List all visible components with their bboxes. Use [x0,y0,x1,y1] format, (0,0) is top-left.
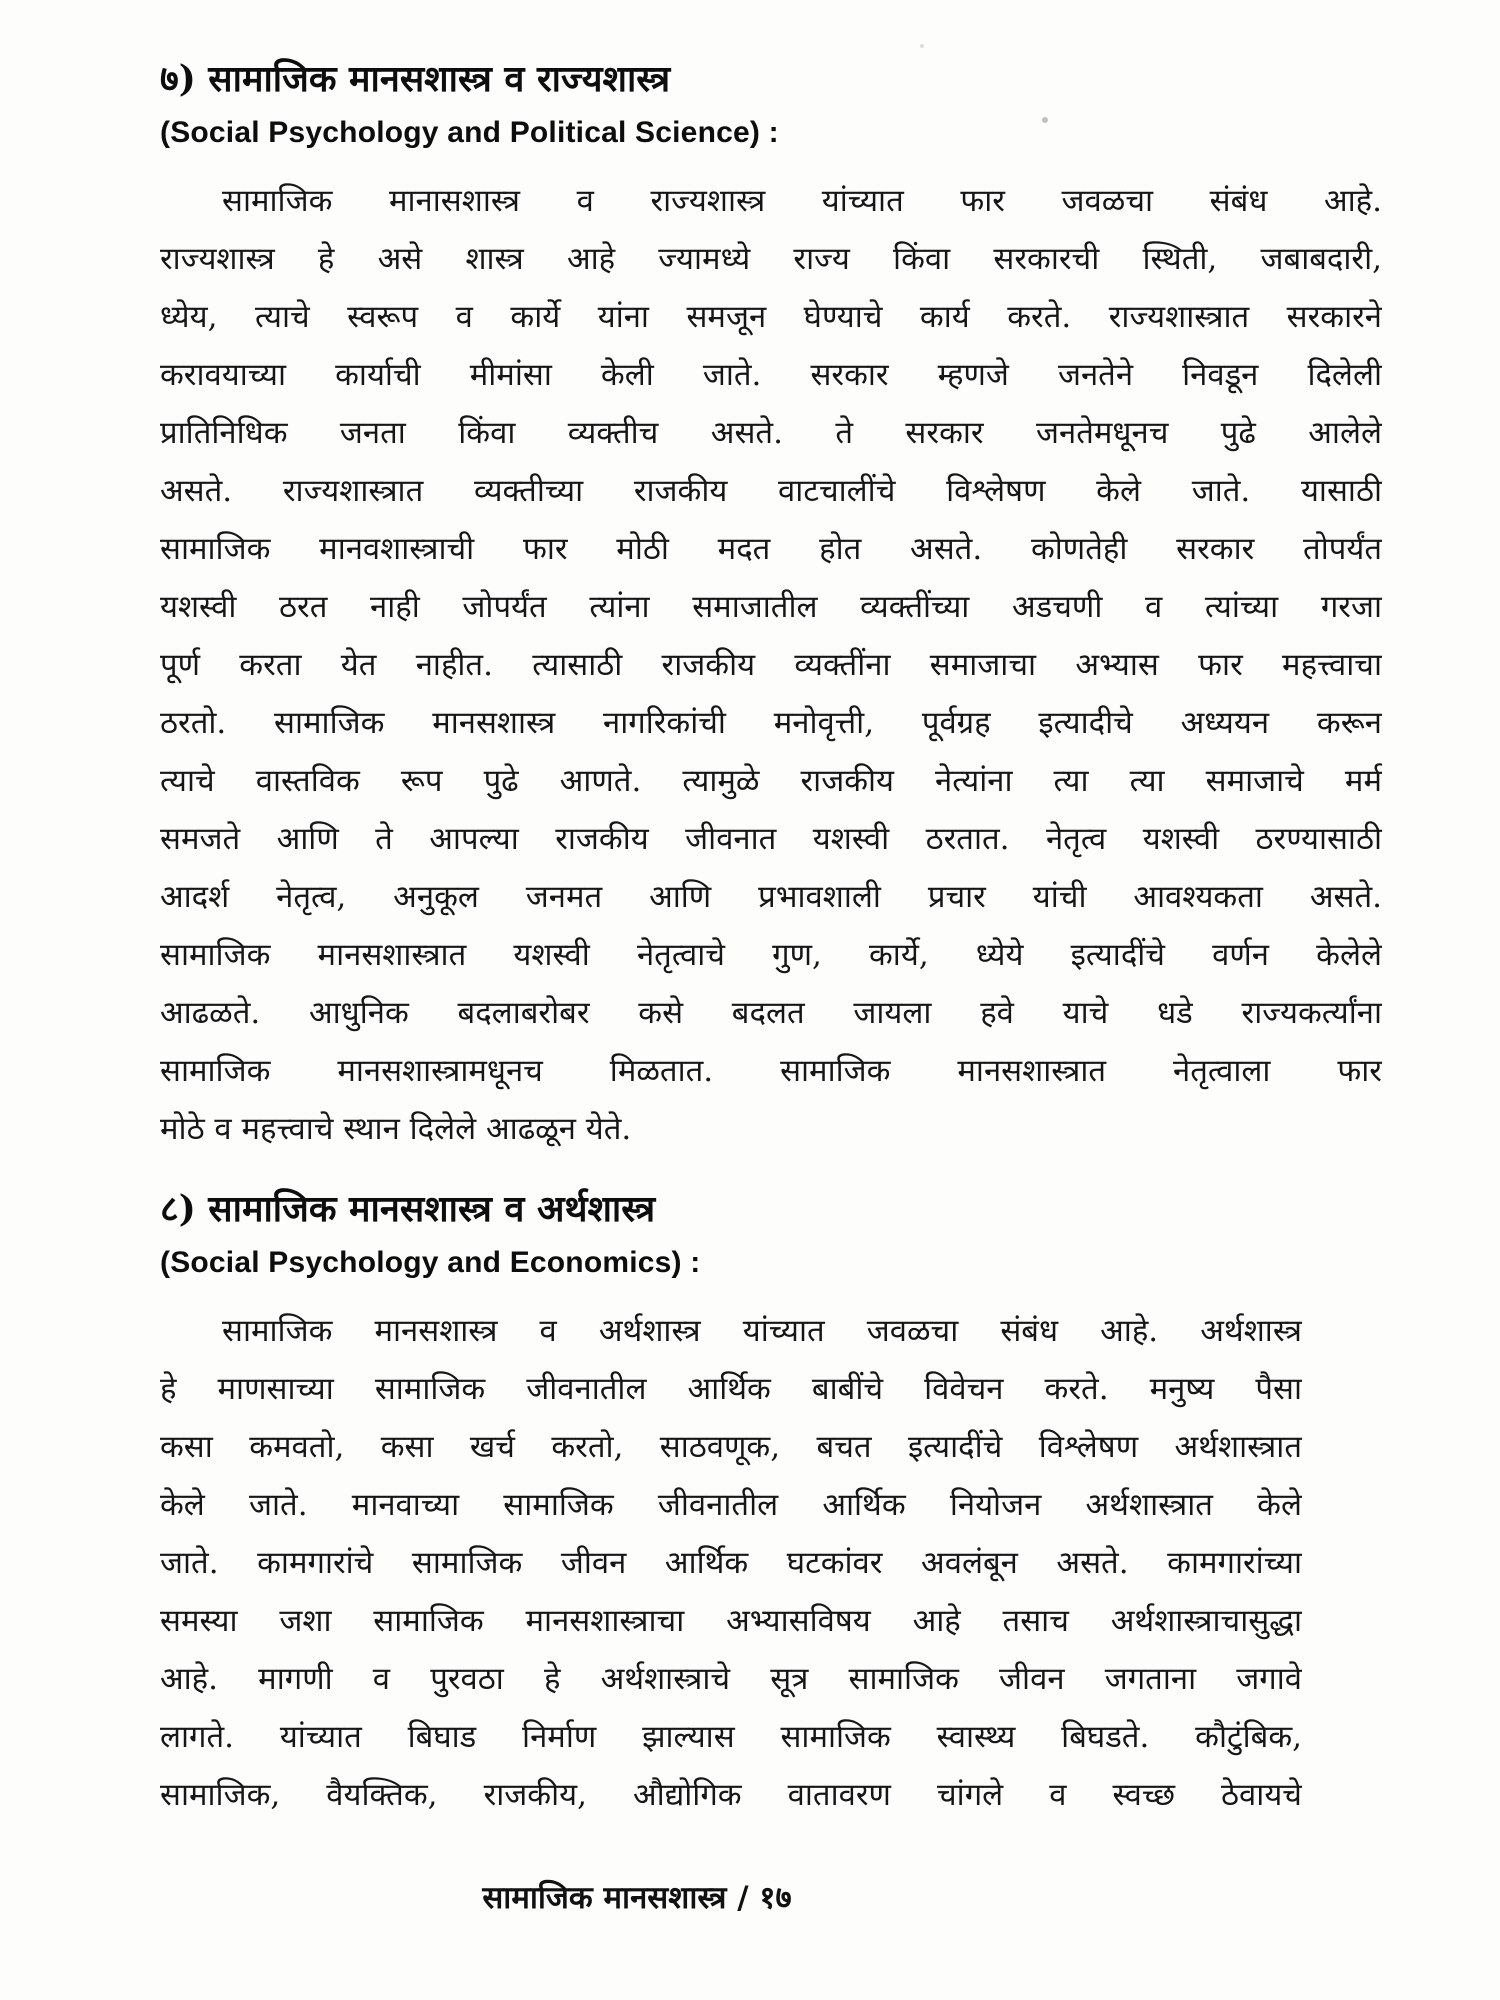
text-line: प्रातिनिधिक जनता किंवा व्यक्तीच असते. ते सरकार जनतेमधूनच पुढे आलेले [160,415,1382,451]
section-heading-english: (Social Psychology and Political Science) : [160,116,779,149]
text-line: हे माणसाच्या सामाजिक जीवनातील आर्थिक बाबींचे विवेचन करते. मनुष्य पैसा [160,1371,1302,1407]
text-line: ठरतो. सामाजिक मानसशास्त्र नागरिकांची मनोवृत्ती, पूर्वग्रह इत्यादीचे अध्ययन करून [160,705,1382,741]
text-line: सामाजिक मानसशास्त्र व अर्थशास्त्र यांच्यात जवळचा संबंध आहे. अर्थशास्त्र [222,1313,1302,1349]
section-economics [160,1184,1382,1824]
text-line: सामाजिक, वैयक्तिक, राजकीय, औद्योगिक वातावरण चांगले व स्वच्छ ठेवायचे [160,1777,1302,1813]
text-line: असते. राज्यशास्त्रात व्यक्तीच्या राजकीय वाटचालींचे विश्लेषण केले जाते. यासाठी [160,473,1382,509]
paragraph-economics [160,1302,1302,1824]
section-political-science [160,54,1382,1158]
text-line: सामाजिक मानसशास्त्रामधूनच मिळतात. सामाजिक मानसशास्त्रात नेतृत्वाला फार [160,1053,1382,1089]
text-line: कसा कमवतो, कसा खर्च करतो, साठवणूक, बचत इत्यादींचे विश्लेषण अर्थशास्त्रात [160,1429,1302,1465]
text-line: ध्येय, त्याचे स्वरूप व कार्ये यांना समजून घेण्याचे कार्य करते. राज्यशास्त्रात सरकारने [160,299,1382,335]
text-line: समजते आणि ते आपल्या राजकीय जीवनात यशस्वी ठरतात. नेतृत्व यशस्वी ठरण्यासाठी [160,821,1382,857]
section-heading-marathi: ७) सामाजिक मानसशास्त्र व राज्यशास्त्र [160,58,671,100]
text-line: जाते. कामगारांचे सामाजिक जीवन आर्थिक घटकांवर अवलंबून असते. कामगारांच्या [160,1545,1302,1581]
section-heading-marathi: ८) सामाजिक मानसशास्त्र व अर्थशास्त्र [160,1188,656,1230]
text-line: सामाजिक मानसशास्त्रात यशस्वी नेतृत्वाचे गुण, कार्ये, ध्येये इत्यादींचे वर्णन केलेले [160,937,1382,973]
text-line: राज्यशास्त्र हे असे शास्त्र आहे ज्यामध्ये राज्य किंवा सरकारची स्थिती, जबाबदारी, [160,241,1382,277]
text-line: सामाजिक मानवशास्त्राची फार मोठी मदत होत असते. कोणतेही सरकार तोपर्यंत [160,531,1382,567]
text-line: सामाजिक मानासशास्त्र व राज्यशास्त्र यांच्यात फार जवळचा संबंध आहे. [222,183,1382,219]
text-line: केले जाते. मानवाच्या सामाजिक जीवनातील आर्थिक नियोजन अर्थशास्त्रात केले [160,1487,1302,1523]
section-heading-english: (Social Psychology and Economics) : [160,1246,701,1279]
text-line: पूर्ण करता येत नाहीत. त्यासाठी राजकीय व्यक्तींना समाजाचा अभ्यास फार महत्त्वाचा [160,647,1382,683]
text-line: त्याचे वास्तविक रूप पुढे आणते. त्यामुळे राजकीय नेत्यांना त्या त्या समाजाचे मर्म [160,763,1382,799]
text-line: यशस्वी ठरत नाही जोपर्यंत त्यांना समाजातील व्यक्तींच्या अडचणी व त्यांच्या गरजा [160,589,1382,625]
scan-speck [1042,117,1048,123]
paragraph-political-science [160,172,1382,1158]
text-line: करावयाच्या कार्याची मीमांसा केली जाते. सरकार म्हणजे जनतेने निवडून दिलेली [160,357,1382,393]
text-line: आहे. मागणी व पुरवठा हे अर्थशास्त्राचे सूत्र सामाजिक जीवन जगताना जगावे [160,1661,1302,1697]
text-line: आदर्श नेतृत्व, अनुकूल जनमत आणि प्रभावशाली प्रचार यांची आवश्यकता असते. [160,879,1382,915]
text-line: लागते. यांच्यात बिघाड निर्माण झाल्यास सामाजिक स्वास्थ्य बिघडते. कौटुंबिक, [160,1719,1302,1755]
page-footer [387,1876,887,1918]
text-line: समस्या जशा सामाजिक मानसशास्त्राचा अभ्यासविषय आहे तसाच अर्थशास्त्राचासुद्धा [160,1603,1302,1639]
scan-speck [920,44,924,48]
text-line: आढळते. आधुनिक बदलाबरोबर कसे बदलत जायला हवे याचे धडे राज्यकर्त्यांना [160,995,1382,1031]
text-line: मोठे व महत्त्वाचे स्थान दिलेले आढळून येते. [160,1111,632,1147]
page-content [160,54,1382,1824]
running-title-page-number: सामाजिक मानसशास्त्र / १७ [482,1880,792,1916]
